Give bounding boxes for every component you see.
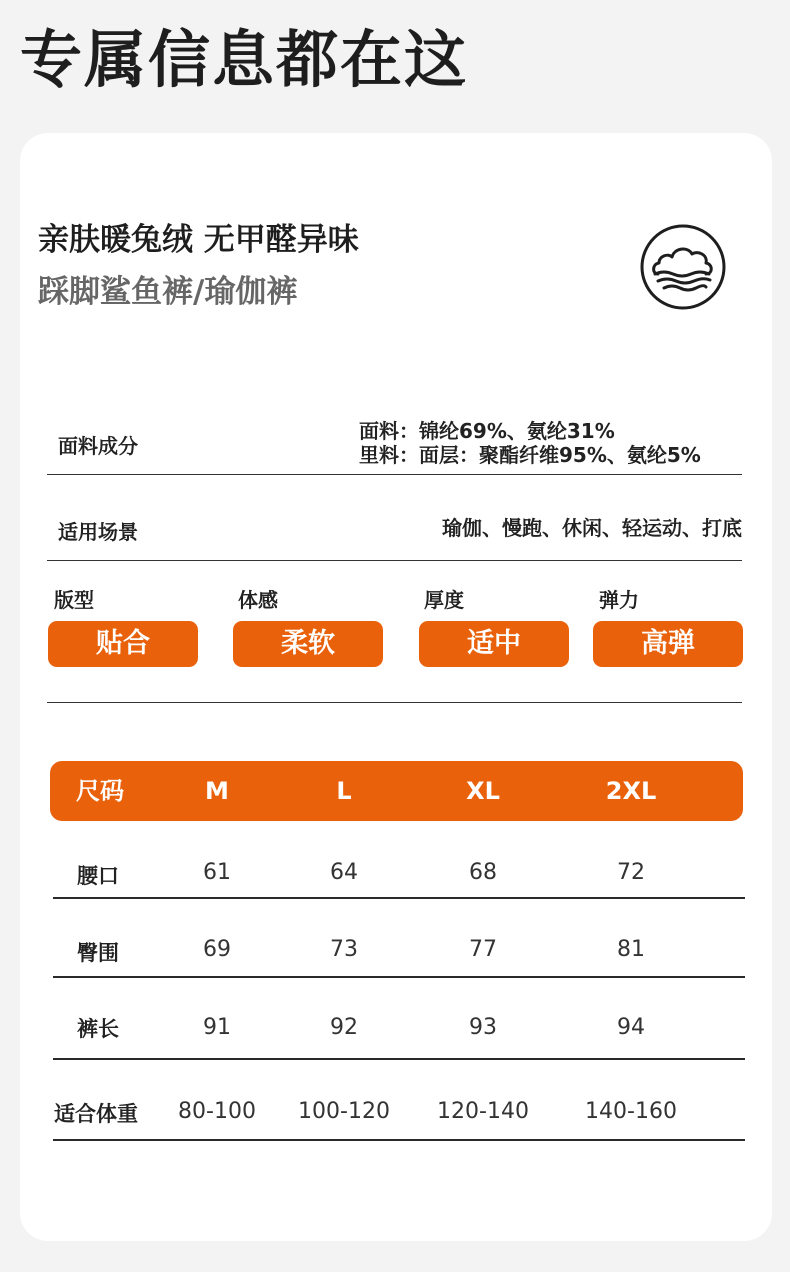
- row-label: 臀围: [77, 941, 119, 965]
- fabric-line-2: 里料：面层：聚酯纤维95%、氨纶5%: [359, 443, 701, 467]
- table-cell: 72: [617, 860, 645, 885]
- table-cell: 77: [469, 937, 497, 962]
- table-rule: [53, 1058, 745, 1060]
- divider: [47, 560, 742, 561]
- size-table-header: [50, 761, 743, 821]
- table-rule: [53, 897, 745, 899]
- table-cell: 81: [617, 937, 645, 962]
- attr-badge-elasticity: 高弹: [593, 621, 743, 667]
- header-cell: L: [336, 777, 352, 805]
- attr-label-feel: 体感: [238, 588, 278, 612]
- header-cell: 尺码: [76, 777, 124, 805]
- table-cell: 80-100: [178, 1099, 256, 1124]
- table-cell: 68: [469, 860, 497, 885]
- table-cell: 91: [203, 1015, 231, 1040]
- table-rule: [53, 976, 745, 978]
- page-title: 专属信息都在这: [20, 23, 469, 96]
- row-label: 适合体重: [54, 1102, 138, 1126]
- attr-label-thickness: 厚度: [424, 588, 464, 612]
- table-rule: [53, 1139, 745, 1141]
- headline: 亲肤暖兔绒 无甲醛异味: [38, 222, 359, 258]
- table-cell: 93: [469, 1015, 497, 1040]
- fabric-label: 面料成分: [58, 434, 138, 458]
- table-cell: 73: [330, 937, 358, 962]
- divider: [47, 702, 742, 703]
- attr-badge-feel: 柔软: [233, 621, 383, 667]
- table-cell: 140-160: [585, 1099, 677, 1124]
- scene-label: 适用场景: [58, 520, 138, 544]
- table-cell: 120-140: [437, 1099, 529, 1124]
- row-label: 腰口: [77, 864, 119, 888]
- table-cell: 69: [203, 937, 231, 962]
- attr-badge-fit: 贴合: [48, 621, 198, 667]
- attr-badge-thickness: 适中: [419, 621, 569, 667]
- table-cell: 94: [617, 1015, 645, 1040]
- divider: [47, 474, 742, 475]
- row-label: 裤长: [77, 1017, 119, 1041]
- table-cell: 64: [330, 860, 358, 885]
- scene-value: 瑜伽、慢跑、休闲、轻运动、打底: [442, 516, 742, 540]
- table-cell: 100-120: [298, 1099, 390, 1124]
- attr-label-fit: 版型: [54, 588, 94, 612]
- fabric-line-1: 面料：锦纶69%、氨纶31%: [359, 419, 615, 443]
- header-cell: XL: [466, 777, 500, 805]
- subline: 踩脚鲨鱼裤/瑜伽裤: [38, 274, 298, 310]
- cloud-wind-icon: [640, 224, 726, 310]
- attr-label-elasticity: 弹力: [599, 588, 639, 612]
- header-cell: 2XL: [605, 777, 657, 805]
- table-cell: 92: [330, 1015, 358, 1040]
- header-cell: M: [205, 777, 229, 805]
- table-cell: 61: [203, 860, 231, 885]
